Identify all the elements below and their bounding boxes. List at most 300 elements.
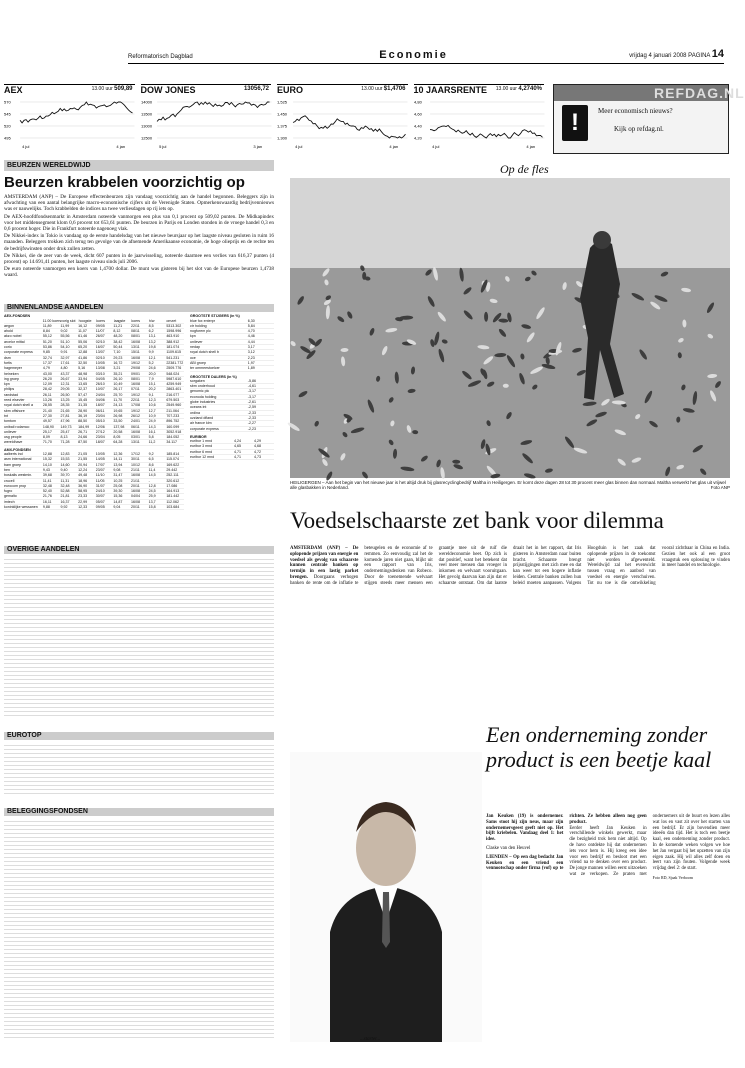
- table-cell: 32,74: [42, 355, 52, 360]
- table-cell: blue fox enterpr: [190, 318, 215, 323]
- table-cell: 29,05: [60, 387, 70, 392]
- table-cell: crucell: [4, 478, 15, 483]
- table-cell: 21/11: [131, 467, 140, 472]
- table-cell: 09/05: [95, 504, 105, 509]
- page-header: [128, 44, 724, 64]
- y-tick-label: 4,60: [413, 111, 422, 117]
- table-cell: 26,67: [60, 376, 70, 381]
- y-tick-label: 4,80: [413, 99, 422, 105]
- table-cell: 4,46: [247, 334, 255, 339]
- table-cell: 4259.949: [166, 382, 182, 387]
- table-cell: fugro: [4, 489, 13, 494]
- table-cell: 36,90: [78, 483, 88, 488]
- table-cell: 15,45: [78, 398, 88, 403]
- table-cell: 16/07: [95, 345, 105, 350]
- section-heading: OVERIGE AANDELEN: [4, 546, 274, 554]
- paragraph: De Nikkei, die de zeer van de week, dicht 607 punten in de jaarwisseling, noteerde daarmee een verlies van 616,37 punten (4 procent) op 14.691,41 punten, het laagste niveau sinds juli 2006.: [4, 252, 274, 266]
- table-cell: 71,70: [42, 440, 52, 445]
- table-cell: 17,61: [60, 360, 70, 365]
- table-cell: 13/11: [131, 440, 140, 445]
- table-cell: 9,85: [42, 350, 50, 355]
- photo-caption: ...starter...: [360, 1037, 381, 1042]
- y-tick-label: 545: [4, 111, 11, 117]
- y-tick-label: 14000: [140, 99, 152, 105]
- table-cell: 4,70: [247, 329, 255, 334]
- table-cell: 19,65: [113, 408, 123, 413]
- table-cell: koers: [96, 318, 106, 323]
- table-cell: 11,4: [148, 467, 156, 472]
- table-cell: corporate express: [190, 426, 219, 431]
- table-cell: 04/06: [95, 398, 105, 403]
- table-cell: 43,00: [42, 371, 52, 376]
- table-cell: 103.684: [166, 504, 180, 509]
- table-cell: 25,9: [148, 494, 156, 499]
- page-info: [629, 48, 724, 63]
- table-cell: 12,8: [148, 483, 156, 488]
- table-cell: 115.074: [166, 457, 180, 462]
- table-cell: 14,87: [113, 499, 123, 504]
- table-cell: 20,94: [78, 462, 88, 467]
- table-cell: globe industries: [190, 400, 216, 405]
- table-cell: ben: [4, 467, 10, 472]
- table-cell: 15,32: [42, 457, 52, 462]
- table-cell: 8,84: [42, 329, 50, 334]
- table-cell: 47,96: [60, 419, 70, 424]
- table-cell: 13,94: [113, 462, 123, 467]
- table-cell: 32,50: [78, 360, 88, 365]
- ticker-name: 10 JAARSRENTE: [413, 85, 488, 95]
- x-tick-label: 4 jan: [116, 144, 126, 149]
- table-cell: 15,1: [148, 382, 156, 387]
- table-cell: 23/04: [95, 413, 105, 418]
- table-cell: boskalis westmin.: [4, 473, 33, 478]
- table-cell: 21,81: [60, 494, 70, 499]
- table-cell: 707.233: [166, 413, 180, 418]
- table-cell: 14/05: [95, 457, 105, 462]
- table-cell: 14,3: [148, 424, 156, 429]
- x-tick-label: 4 jul: [431, 144, 439, 149]
- table-cell: ing groep: [4, 376, 19, 381]
- table-cell: 17.086: [166, 483, 178, 488]
- table-cell: 9,08: [113, 467, 121, 472]
- table-row: [190, 366, 274, 371]
- table-cell: imtech: [4, 499, 15, 504]
- table-cell: 7,9: [148, 376, 154, 381]
- ticker-name: DOW JONES: [140, 85, 196, 95]
- table-cell: 3,12: [247, 350, 255, 355]
- table-cell: -3,17: [247, 394, 256, 399]
- article-intro: LIENDEN – Op een dag bedacht Jan Keuken en een vriend een vennootschap onder firma (vof) op te richten. Ze hebben alleen nog geen product.: [486, 814, 647, 872]
- table-cell: 04/04: [131, 494, 141, 499]
- table-cell: 11.00 koers: [42, 318, 62, 323]
- table-cell: -5,86: [247, 378, 256, 383]
- table-cell: 7,10: [113, 350, 121, 355]
- table-cell: 49,48: [78, 473, 88, 478]
- page-date: vrijdag 4 januari 2008: [629, 53, 687, 59]
- table-cell: 1598.996: [166, 329, 182, 334]
- table-cell: vorig slot: [61, 318, 76, 323]
- ticker-value: 13.00 uur $1,4706: [361, 86, 406, 92]
- table-cell: 3,17: [247, 345, 255, 350]
- table-cell: 55,56: [60, 334, 70, 339]
- table-cell: 388.912: [166, 339, 180, 344]
- table-cell: 19,8: [148, 345, 156, 350]
- table-cell: gemalto: [4, 494, 17, 499]
- table-cell: 15,36: [113, 494, 123, 499]
- table-cell: 20/11: [131, 483, 140, 488]
- table-cell: 9,40: [60, 467, 68, 472]
- table-cell: 10/05: [95, 452, 105, 457]
- y-tick-label: 12500: [140, 135, 152, 141]
- table-cell: 21/11: [131, 478, 140, 483]
- ad-cta[interactable]: Kijk op refdag.nl.: [614, 125, 664, 133]
- y-tick-label: 4,40: [413, 123, 422, 129]
- table-cell: ahold: [4, 329, 13, 334]
- table-cell: 34.117: [166, 440, 178, 445]
- table-row: [190, 455, 274, 460]
- page-label: PAGINA: [688, 53, 711, 59]
- table-cell: 9,9: [148, 350, 154, 355]
- table-cell: 12,09: [42, 382, 52, 387]
- table-cell: 16,1: [148, 429, 156, 434]
- table-cell: 14,60: [60, 462, 70, 467]
- table-cell: 5,16: [78, 366, 86, 371]
- table-cell: 9,2: [148, 452, 154, 457]
- table-cell: 4,68: [254, 444, 261, 449]
- table-cell: 17,37: [42, 360, 52, 365]
- table-cell: 8,13: [60, 435, 68, 440]
- table-cell: -2,59: [247, 405, 256, 410]
- table-cell: 08/01: [131, 334, 141, 339]
- table-cell: 88,50: [78, 419, 88, 424]
- table-cell: nedap: [190, 345, 200, 350]
- table-cell: 4,71: [234, 455, 241, 460]
- table-cell: 53,86: [42, 345, 52, 350]
- table-cell: 41,86: [78, 355, 88, 360]
- aex-table: [4, 314, 184, 510]
- table-cell: 4,44: [247, 339, 255, 344]
- table-heading: AEX-FONDSEN: [4, 314, 31, 319]
- y-tick-label: 520: [4, 123, 11, 129]
- table-cell: 16,72: [113, 360, 123, 365]
- table-cell: aalberts ind: [4, 452, 23, 457]
- table-cell: eurocom prop: [4, 483, 27, 488]
- table-cell: 12,3: [148, 398, 156, 403]
- table-cell: randstad: [4, 392, 18, 397]
- table-cell: 13/08: [95, 366, 105, 371]
- table-cell: 12,33: [78, 504, 88, 509]
- table-cell: 32,97: [60, 355, 70, 360]
- table-cell: 10,6: [148, 403, 156, 408]
- table-cell: arcelor mittal: [4, 339, 25, 344]
- fund-listing: [4, 818, 274, 1038]
- table-cell: 30/07: [95, 494, 105, 499]
- table-cell: 52,88: [60, 489, 70, 494]
- table-cell: 13,25: [60, 398, 70, 403]
- article-lead: AMSTERDAM (ANP) – De oplopende prijzen van energie en voedsel als gevolg van schaarste kunnen centrale banken op termijn in een lastig parket brengen.: [290, 546, 359, 580]
- article-title: Een onderneming zonder product is een beetje kaal: [486, 722, 712, 772]
- ticker-value: 13.00 uur 4,2740%: [495, 86, 542, 92]
- table-cell: 87,50: [78, 440, 88, 445]
- table-cell: 43,37: [60, 371, 70, 376]
- table-cell: 18,96: [78, 478, 88, 483]
- binnenlandse-aandelen: [4, 304, 274, 536]
- table-cell: 137,98: [113, 424, 125, 429]
- table-cell: 17/08: [131, 403, 141, 408]
- table-cell: 16,11: [42, 499, 52, 504]
- table-cell: 20,2: [148, 387, 156, 392]
- y-tick-label: 4,20: [413, 135, 422, 141]
- table-cell: 11/10: [95, 473, 105, 478]
- ticker-line: [20, 102, 132, 123]
- article-lead: Jan Keuken (19) is ondernemer. Sams stoot hij zijn neus, maar zijn ondernemersgeest geeft niet op. Het bijft kriebelen. Vandaag deel 1: het idee.: [486, 814, 564, 843]
- table-cell: 548.024: [166, 371, 180, 376]
- table-cell: 21,76: [42, 494, 52, 499]
- table-cell: 09/01: [131, 371, 141, 376]
- article-text: Eerder heeft Jan Keuken in verschillende winkels gewerkt, maar die bezigheid trok hem niet altijd. Op de havo ontdekte hij dat ondernemen iets voor hem is. Hij kreeg een idee voor een bedrijf en besloot met een vriend na te denken over een product. De jonge mannen willen eerst uitzoeken wat ze verkopen. Ze praten met ondernemers uit de buurt en lezen alles wat los en vast zit over het starten van een bedrijf. Er zijn bovendien meer ideeën dan tijd. Het is toch een beetje kaal, een onderneming zonder product. In de komende weken volgen we hoe het Jan vergaat bij het opzetten van zijn eigen zaak. Hij wil alles zelf doen en leert van zijn fouten. Volgende week vrijdag deel 2: de start.: [569, 814, 730, 877]
- table-cell: 541.231: [166, 355, 180, 360]
- movers: [190, 314, 274, 510]
- table-cell: 26/12: [131, 413, 141, 418]
- table-cell: 29,23: [113, 355, 123, 360]
- table-cell: sbm onderhoud: [190, 384, 215, 389]
- table-cell: 12,88: [42, 452, 52, 457]
- table-cell: 52,40: [42, 489, 52, 494]
- table-cell: kpn: [4, 382, 10, 387]
- ticker-line: [157, 102, 269, 121]
- table-cell: 12,7: [148, 408, 156, 413]
- table-cell: 21,05: [78, 452, 88, 457]
- ticker-value: 13056,72: [243, 86, 269, 92]
- table-cell: 149,73: [60, 424, 72, 429]
- table-cell: unilever: [190, 339, 203, 344]
- table-cell: 10/12: [131, 462, 141, 467]
- table-cell: 16,37: [60, 499, 70, 504]
- table-cell: 216.077: [166, 392, 180, 397]
- table-cell: 24/10: [95, 489, 105, 494]
- ad-brand: REFDAG.NL: [554, 85, 728, 101]
- table-cell: 26,20: [42, 376, 52, 381]
- table-cell: 16/08: [131, 489, 141, 494]
- table-cell: 51,20: [42, 339, 52, 344]
- y-tick-label: 1,525: [277, 99, 288, 105]
- table-cell: 2549.960: [166, 403, 182, 408]
- section-heading: BINNENLANDSE AANDELEN: [4, 304, 274, 312]
- table-cell: koninklijke wessanen: [4, 504, 38, 509]
- table-cell: akzo nobel: [4, 334, 22, 339]
- eurotop: [4, 732, 274, 802]
- table-cell: 39,68: [42, 473, 52, 478]
- table-cell: 17/12: [131, 452, 141, 457]
- table-cell: tomtom: [4, 419, 16, 424]
- caption-text: HEILIGERGEN – Aan het begin van het nieuwe jaar is het altijd druk bij glasrecyclingbedrijf Maltha in Heiligergen. Er komt deze dagen 28 tot 30 procent meer glas binnen dan normaal. Maltha verwerkt het glas uit vrijwel alle glasbakken in Nederland.: [290, 480, 726, 490]
- overige-aandelen: [4, 546, 274, 726]
- x-tick-label: 5 jul: [158, 144, 166, 149]
- table-cell: 896.752: [166, 419, 180, 424]
- x-tick-label: 3 jan: [252, 144, 262, 149]
- photo-credit: Foto ANP: [710, 485, 730, 490]
- table-cell: 32,37: [78, 387, 88, 392]
- table-cell: 1,89: [247, 366, 255, 371]
- table-cell: econoda holding: [190, 394, 217, 399]
- table-cell: 22381.772: [166, 360, 184, 365]
- table-cell: 10,25: [113, 478, 123, 483]
- table-cell: 9,1: [148, 392, 154, 397]
- table-cell: 16,12: [78, 323, 88, 328]
- section-title: Economie: [379, 49, 448, 61]
- table-cell: 26/07: [95, 334, 105, 339]
- photo-headline: Op de fles: [500, 162, 549, 176]
- table-cell: 19/12: [131, 408, 141, 413]
- table-cell: 13/11: [131, 345, 140, 350]
- table-cell: 1,97: [247, 360, 255, 365]
- table-cell: 27,81: [60, 413, 70, 418]
- table-cell: 9,43: [42, 467, 50, 472]
- table-heading: GROOTSTE DALERS (in %): [190, 374, 237, 379]
- table-cell: -3,17: [247, 389, 256, 394]
- table-cell: -2,23: [247, 426, 256, 431]
- table-cell: 19/12: [131, 360, 141, 365]
- table-row: [4, 440, 184, 445]
- article-body: [290, 546, 730, 614]
- table-cell: 5313.302: [166, 323, 182, 328]
- table-cell: 24/01: [131, 419, 141, 424]
- table-cell: 64,28: [113, 440, 123, 445]
- article-text: Doorgaans verhogen banken de rente om de inflatie te beteugelen en de economie af te remmen. Zo eenvoudig zal het de komende jaren niet gaan, blijkt uit een rapport van Iris, ondernemingsdenken van Robeco. Door de toenemende welvaart stijgen steeds meer mensen een graantje mee uit de ruif die wereldeconomie heet. Op zich is dat positief, want het betekent dat veel meer mensen dan vroeger in inkomen en welvaart vooruitgaan. Het gevolg daarvan kan zijn dat er schaarste ontstaat. Om dat laatste draait het in het rapport, dat Iris gisteren in Amsterdam naar buiten bracht. Schaarste brengt prijsstijgingen met zich mee en dat kan weer tot een hogere inflatie leiden. Centrale banken zullen hun beleid moeten aanpassen. Volgens Hoogduin is het zaak dat oplopende prijzen in de toekomst niet worden afgewenteld. Wereldwijd zal het evenwicht tussen vraag en aanbod van voedsel en energie verschuiven. Tot nu toe is die ontwikkeling vooral zichtbaar in China en India. Gezien het ook al een groot vraagstuk een oplossing te vinden in meer handel en technologie.: [290, 546, 730, 586]
- table-cell: 26,71: [78, 429, 88, 434]
- table-cell: 27,30: [42, 413, 52, 418]
- table-cell: 13,65: [78, 382, 88, 387]
- table-cell: unilever: [4, 429, 17, 434]
- table-cell: 9,88: [42, 504, 50, 509]
- table-cell: 55,06: [78, 339, 88, 344]
- ticker-euro: [277, 84, 408, 154]
- table-cell: 31,47: [113, 473, 123, 478]
- table-cell: 27/12: [95, 429, 105, 434]
- table-cell: royal dutch shell a: [4, 403, 33, 408]
- table-cell: 1109.615: [166, 350, 182, 355]
- table-cell: 02/10: [95, 339, 105, 344]
- y-tick-label: 1,375: [277, 123, 288, 129]
- article-title: Voedselschaarste zet bank voor dilemma: [290, 508, 664, 533]
- table-cell: 160.099: [166, 424, 180, 429]
- table-cell: euribor 6 mnd: [190, 449, 213, 454]
- table-cell: 16/08: [131, 473, 141, 478]
- paragraph: De Nikkei-index in Tokio is vandaag op de eerste handelsdag van het nieuwe beursjaar op het laagste niveau gesloten in ruim 16 maanden. Beleggers trokken zich terug ten gevolge van de afnemende Amerikaanse economie, de hoge olieprijs en de rechte ten de bedrijfswinsten onder druk zullen zetten.: [4, 233, 274, 252]
- table-cell: 10/07: [95, 387, 105, 392]
- portrait-photo: [290, 752, 482, 1042]
- ticker-name: AEX: [4, 85, 23, 95]
- table-cell: -2,33: [247, 415, 256, 420]
- table-cell: 13,26: [42, 398, 52, 403]
- y-tick-label: 495: [4, 135, 11, 141]
- ticker-dow-jones: [141, 84, 272, 154]
- table-cell: 5,2: [148, 360, 154, 365]
- table-cell: bam groep: [4, 462, 22, 467]
- table-cell: 4,65: [234, 444, 241, 449]
- x-tick-label: 4 jul: [22, 144, 30, 149]
- table-cell: 26,10: [113, 376, 123, 381]
- table-cell: air france klm: [190, 421, 212, 426]
- table-cell: 16/08: [131, 339, 141, 344]
- table-cell: 23/04: [95, 435, 105, 440]
- table-cell: 12,31: [60, 382, 70, 387]
- table-cell: 4,24: [234, 439, 241, 444]
- table-cell: 19/12: [131, 392, 141, 397]
- table-cell: 10/05: [95, 360, 105, 365]
- bottle-shape: [503, 384, 509, 388]
- table-cell: 16/08: [131, 429, 141, 434]
- table-cell: 24,66: [78, 435, 88, 440]
- y-tick-label: 570: [4, 99, 11, 105]
- table-cell: 49,57: [42, 419, 52, 424]
- table-cell: 25,17: [42, 429, 52, 434]
- table-cell: 61,46: [78, 334, 88, 339]
- table-cell: 13,2: [148, 339, 156, 344]
- table-cell: 181.074: [166, 345, 180, 350]
- x-tick-label: 4 jan: [389, 144, 399, 149]
- table-cell: omzet: [166, 318, 177, 323]
- table-cell: royal dutch shell b: [190, 350, 219, 355]
- table-cell: 112.062: [166, 499, 180, 504]
- table-cell: 02/10: [95, 355, 105, 360]
- table-cell: 29.442: [166, 467, 178, 472]
- table-cell: 22/11: [131, 398, 140, 403]
- table-cell: sbm offshore: [4, 408, 25, 413]
- table-cell: 23,33: [78, 494, 88, 499]
- glass-recycling-photo: [290, 178, 730, 478]
- table-cell: nogforem plc: [190, 329, 211, 334]
- table-cell: -2,33: [247, 410, 256, 415]
- table-cell: 14,5: [148, 473, 156, 478]
- table-cell: 11,89: [42, 323, 52, 328]
- table-cell: heineken: [4, 371, 19, 376]
- table-cell: -2,61: [247, 400, 256, 405]
- table-cell: asm international: [4, 457, 32, 462]
- person-image: [290, 752, 482, 1042]
- table-cell: aegon: [4, 323, 14, 328]
- photo-caption: [290, 480, 730, 490]
- table-cell: 185.814: [166, 452, 180, 457]
- table-cell: 184,99: [78, 424, 90, 429]
- table-cell: 08/11: [131, 329, 140, 334]
- table-cell: 54,10: [60, 345, 70, 350]
- ticker-line: [293, 116, 405, 138]
- table-cell: 12,24: [78, 467, 88, 472]
- table-cell: 9,02: [60, 329, 68, 334]
- refdag-ad[interactable]: [553, 84, 745, 154]
- table-cell: 8,05: [113, 435, 121, 440]
- table-cell: 15/11: [131, 350, 140, 355]
- table-cell: 32,48: [60, 483, 70, 488]
- table-cell: 11/05: [95, 478, 105, 483]
- table-cell: 26,98: [113, 413, 123, 418]
- table-cell: 8,6: [148, 462, 154, 467]
- table-cell: 4,79: [42, 366, 50, 371]
- table-cell: reed elsevier: [4, 398, 25, 403]
- table-cell: 06/11: [95, 408, 105, 413]
- table-cell: ter ommeestoelcer: [190, 366, 220, 371]
- table-cell: 4,73: [254, 455, 261, 460]
- table-cell: 2863.401: [166, 387, 182, 392]
- table-cell: 31/07: [95, 483, 105, 488]
- table-cell: genomic plc: [190, 389, 210, 394]
- table-cell: 11,2: [148, 440, 156, 445]
- table-cell: h/w: [148, 318, 155, 323]
- table-cell: 9,91: [60, 350, 68, 355]
- ticker-aex: [4, 84, 135, 154]
- paragraph: De AEX-hoofdfondsenmarkt in Amsterdam noteerde vanmorgen een plus van 0,1 procent op 509,02 punten. De Midkapindex voor het middensegment klom 0,6 procent tot 653,61 punten. De beurzen in Parijs en Londen stonden in de vroege handel 0,3 en 0,6 procent hoger. Die in Frankfurt noteerde nagenoeg vlak.: [4, 213, 274, 233]
